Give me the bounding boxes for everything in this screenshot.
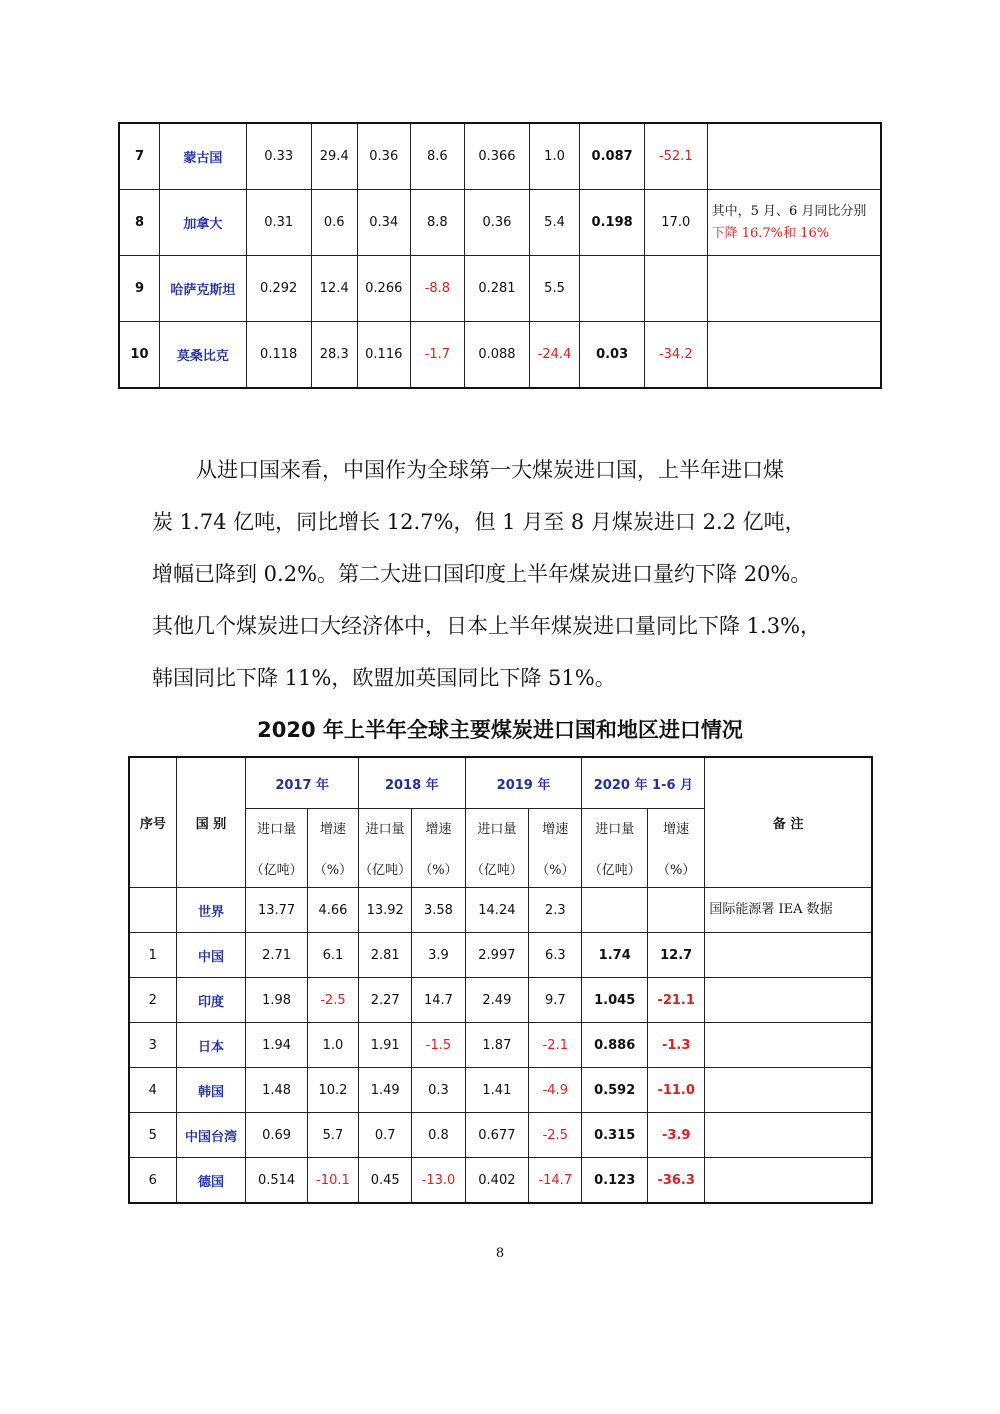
row-number: 1: [129, 933, 176, 978]
import-volume-2020: 0.592: [582, 1068, 648, 1113]
note-cell: [707, 322, 881, 389]
header-no: 序号: [129, 757, 176, 888]
import-volume: 0.402: [465, 1158, 529, 1204]
growth-rate: -2.5: [529, 1113, 582, 1158]
import-volume: 0.33: [246, 123, 311, 190]
header-unit: （%）: [313, 863, 353, 878]
row-number: [129, 888, 176, 933]
growth-rate-2020: -34.2: [644, 322, 707, 389]
growth-rate-2020: [648, 888, 705, 933]
table-row: [119, 256, 881, 322]
growth-rate-2020: -21.1: [648, 978, 705, 1023]
import-volume-2020: 0.886: [582, 1023, 648, 1068]
growth-rate: 0.3: [412, 1068, 465, 1113]
country-name: 世界: [176, 888, 246, 933]
header-import-volume: [246, 809, 307, 888]
import-table-continued: [118, 122, 882, 389]
header-unit: （亿吨）: [588, 863, 641, 878]
growth-rate-2020: [644, 256, 707, 322]
import-volume: 0.088: [465, 322, 530, 389]
growth-rate: 0.6: [311, 190, 357, 256]
note-cell: [705, 1158, 872, 1204]
growth-rate: 5.7: [307, 1113, 358, 1158]
import-volume: 2.997: [465, 933, 529, 978]
import-volume: 13.92: [359, 888, 412, 933]
row-number: 8: [119, 190, 159, 256]
header-year-2018: 2018 年: [359, 757, 466, 809]
import-volume: 0.281: [465, 256, 530, 322]
import-volume: 0.31: [246, 190, 311, 256]
import-volume-2020: 0.198: [580, 190, 645, 256]
import-volume-2020: 0.03: [580, 322, 645, 389]
import-volume: 0.266: [357, 256, 410, 322]
row-number: 7: [119, 123, 159, 190]
table-row: [119, 190, 881, 256]
header-unit: （亿吨）: [250, 863, 303, 878]
import-volume: 1.41: [465, 1068, 529, 1113]
import-volume: 2.27: [359, 978, 412, 1023]
import-volume: 0.116: [357, 322, 410, 389]
import-volume: 0.7: [359, 1113, 412, 1158]
import-table: [128, 756, 873, 1204]
paragraph-line: 增幅已降到 0.2%。第二大进口国印度上半年煤炭进口量约下降 20%。: [152, 562, 812, 586]
growth-rate: 6.3: [529, 933, 582, 978]
row-number: 2: [129, 978, 176, 1023]
growth-rate: 29.4: [311, 123, 357, 190]
import-volume: 1.48: [246, 1068, 307, 1113]
growth-rate: -14.7: [529, 1158, 582, 1204]
paragraph-line: 韩国同比下降 11%，欧盟加英国同比下降 51%。: [152, 666, 616, 690]
growth-rate-2020: 17.0: [644, 190, 707, 256]
note-cell: 国际能源署 IEA 数据: [705, 888, 872, 933]
import-volume: 0.677: [465, 1113, 529, 1158]
header-note: 备 注: [705, 757, 872, 888]
note-cell: [707, 123, 881, 190]
import-volume: 0.36: [465, 190, 530, 256]
import-volume: 0.118: [246, 322, 311, 389]
import-volume-2020: 1.045: [582, 978, 648, 1023]
header-unit: （亿吨）: [359, 863, 412, 878]
header-import-volume: [465, 809, 529, 888]
growth-rate-2020: -1.3: [648, 1023, 705, 1068]
table-row: [129, 1113, 872, 1158]
import-volume: 2.71: [246, 933, 307, 978]
import-volume: 13.77: [246, 888, 307, 933]
growth-rate: -4.9: [529, 1068, 582, 1113]
growth-rate: 5.5: [529, 256, 580, 322]
import-volume: 1.49: [359, 1068, 412, 1113]
country-name: 德国: [176, 1158, 246, 1204]
import-volume: 0.45: [359, 1158, 412, 1204]
import-volume: 2.49: [465, 978, 529, 1023]
header-label: 增速: [319, 822, 346, 837]
import-volume: 14.24: [465, 888, 529, 933]
paragraph-line: 其他几个煤炭进口大经济体中，日本上半年煤炭进口量同比下降 1.3%，: [152, 614, 822, 638]
header-country: 国 别: [176, 757, 246, 888]
note-cell: [707, 256, 881, 322]
header-label: 增速: [663, 822, 690, 837]
growth-rate: -1.5: [412, 1023, 465, 1068]
growth-rate: 14.7: [412, 978, 465, 1023]
import-volume: 1.94: [246, 1023, 307, 1068]
table-row: [119, 322, 881, 389]
growth-rate: 3.58: [412, 888, 465, 933]
table-row: [129, 933, 872, 978]
import-volume-2020: [582, 888, 648, 933]
growth-rate-2020: -3.9: [648, 1113, 705, 1158]
country-name: 中国: [176, 933, 246, 978]
header-label: 进口量: [257, 822, 297, 837]
note-cell: [705, 1068, 872, 1113]
note-line: 其中，5 月、6 月同比分别: [711, 203, 867, 219]
country-name: 日本: [176, 1023, 246, 1068]
import-volume: 2.81: [359, 933, 412, 978]
country-name: 蒙古国: [159, 123, 246, 190]
growth-rate: -10.1: [307, 1158, 358, 1204]
import-volume: 1.87: [465, 1023, 529, 1068]
table-title: 2020 年上半年全球主要煤炭进口国和地区进口情况: [257, 718, 743, 742]
import-volume: 1.98: [246, 978, 307, 1023]
header-growth: [412, 809, 465, 888]
table-row: [129, 1068, 872, 1113]
header-import-volume: [582, 809, 648, 888]
note-cell: [705, 933, 872, 978]
growth-rate: 4.66: [307, 888, 358, 933]
import-volume: 1.91: [359, 1023, 412, 1068]
import-volume: 0.514: [246, 1158, 307, 1204]
header-label: 进口量: [365, 822, 405, 837]
header-import-volume: [359, 809, 412, 888]
header-year-2019: 2019 年: [465, 757, 582, 809]
body-paragraph: [152, 444, 872, 704]
growth-rate: 3.9: [412, 933, 465, 978]
header-label: 进口量: [477, 822, 517, 837]
growth-rate: -2.1: [529, 1023, 582, 1068]
header-unit: （%）: [419, 863, 458, 878]
row-number: 4: [129, 1068, 176, 1113]
growth-rate: -8.8: [410, 256, 465, 322]
growth-rate-2020: -36.3: [648, 1158, 705, 1204]
import-volume-2020: 0.315: [582, 1113, 648, 1158]
growth-rate-2020: -11.0: [648, 1068, 705, 1113]
import-volume: 0.34: [357, 190, 410, 256]
table-row: [129, 978, 872, 1023]
header-year-2017: 2017 年: [246, 757, 359, 809]
growth-rate: -1.7: [410, 322, 465, 389]
header-label: 进口量: [595, 822, 635, 837]
growth-rate: -24.4: [529, 322, 580, 389]
import-volume: 0.366: [465, 123, 530, 190]
growth-rate: 10.2: [307, 1068, 358, 1113]
import-volume-2020: 0.087: [580, 123, 645, 190]
import-volume: 0.69: [246, 1113, 307, 1158]
header-label: 增速: [425, 822, 452, 837]
growth-rate: 9.7: [529, 978, 582, 1023]
growth-rate-2020: -52.1: [644, 123, 707, 190]
country-name: 韩国: [176, 1068, 246, 1113]
header-growth: [307, 809, 358, 888]
table-row: [129, 1023, 872, 1068]
country-name: 印度: [176, 978, 246, 1023]
country-name: 哈萨克斯坦: [159, 256, 246, 322]
note-cell: [705, 1023, 872, 1068]
import-volume-2020: [580, 256, 645, 322]
note-cell: [705, 978, 872, 1023]
row-number: 3: [129, 1023, 176, 1068]
note-cell: [705, 1113, 872, 1158]
growth-rate: 8.8: [410, 190, 465, 256]
row-number: 5: [129, 1113, 176, 1158]
header-year-2020: 2020 年 1-6 月: [582, 757, 705, 809]
growth-rate: -2.5: [307, 978, 358, 1023]
country-name: 莫桑比克: [159, 322, 246, 389]
import-volume: 0.292: [246, 256, 311, 322]
growth-rate: 1.0: [307, 1023, 358, 1068]
import-volume: 0.36: [357, 123, 410, 190]
header-unit: （亿吨）: [470, 863, 523, 878]
growth-rate: -13.0: [412, 1158, 465, 1204]
header-label: 增速: [542, 822, 569, 837]
row-number: 10: [119, 322, 159, 389]
country-name: 中国台湾: [176, 1113, 246, 1158]
growth-rate: 2.3: [529, 888, 582, 933]
table-row: [129, 888, 872, 933]
import-volume-2020: 0.123: [582, 1158, 648, 1204]
row-number: 6: [129, 1158, 176, 1204]
growth-rate-2020: 12.7: [648, 933, 705, 978]
note-cell: [707, 190, 881, 256]
header-growth: [529, 809, 582, 888]
note-line: 下降 16.7%和 16%: [711, 225, 830, 241]
growth-rate: 6.1: [307, 933, 358, 978]
growth-rate: 12.4: [311, 256, 357, 322]
paragraph-line: 从进口国来看，中国作为全球第一大煤炭进口国，上半年进口煤: [196, 458, 784, 482]
paragraph-line: 炭 1.74 亿吨，同比增长 12.7%，但 1 月至 8 月煤炭进口 2.2 亿吨，: [152, 510, 806, 534]
growth-rate: 0.8: [412, 1113, 465, 1158]
growth-rate: 1.0: [529, 123, 580, 190]
growth-rate: 5.4: [529, 190, 580, 256]
header-unit: （%）: [536, 863, 575, 878]
import-volume-2020: 1.74: [582, 933, 648, 978]
growth-rate: 28.3: [311, 322, 357, 389]
table-row: [119, 123, 881, 190]
page-number: 8: [495, 1246, 505, 1261]
table-row: [129, 1158, 872, 1204]
growth-rate: 8.6: [410, 123, 465, 190]
header-growth: [648, 809, 705, 888]
header-unit: （%）: [657, 863, 696, 878]
row-number: 9: [119, 256, 159, 322]
country-name: 加拿大: [159, 190, 246, 256]
